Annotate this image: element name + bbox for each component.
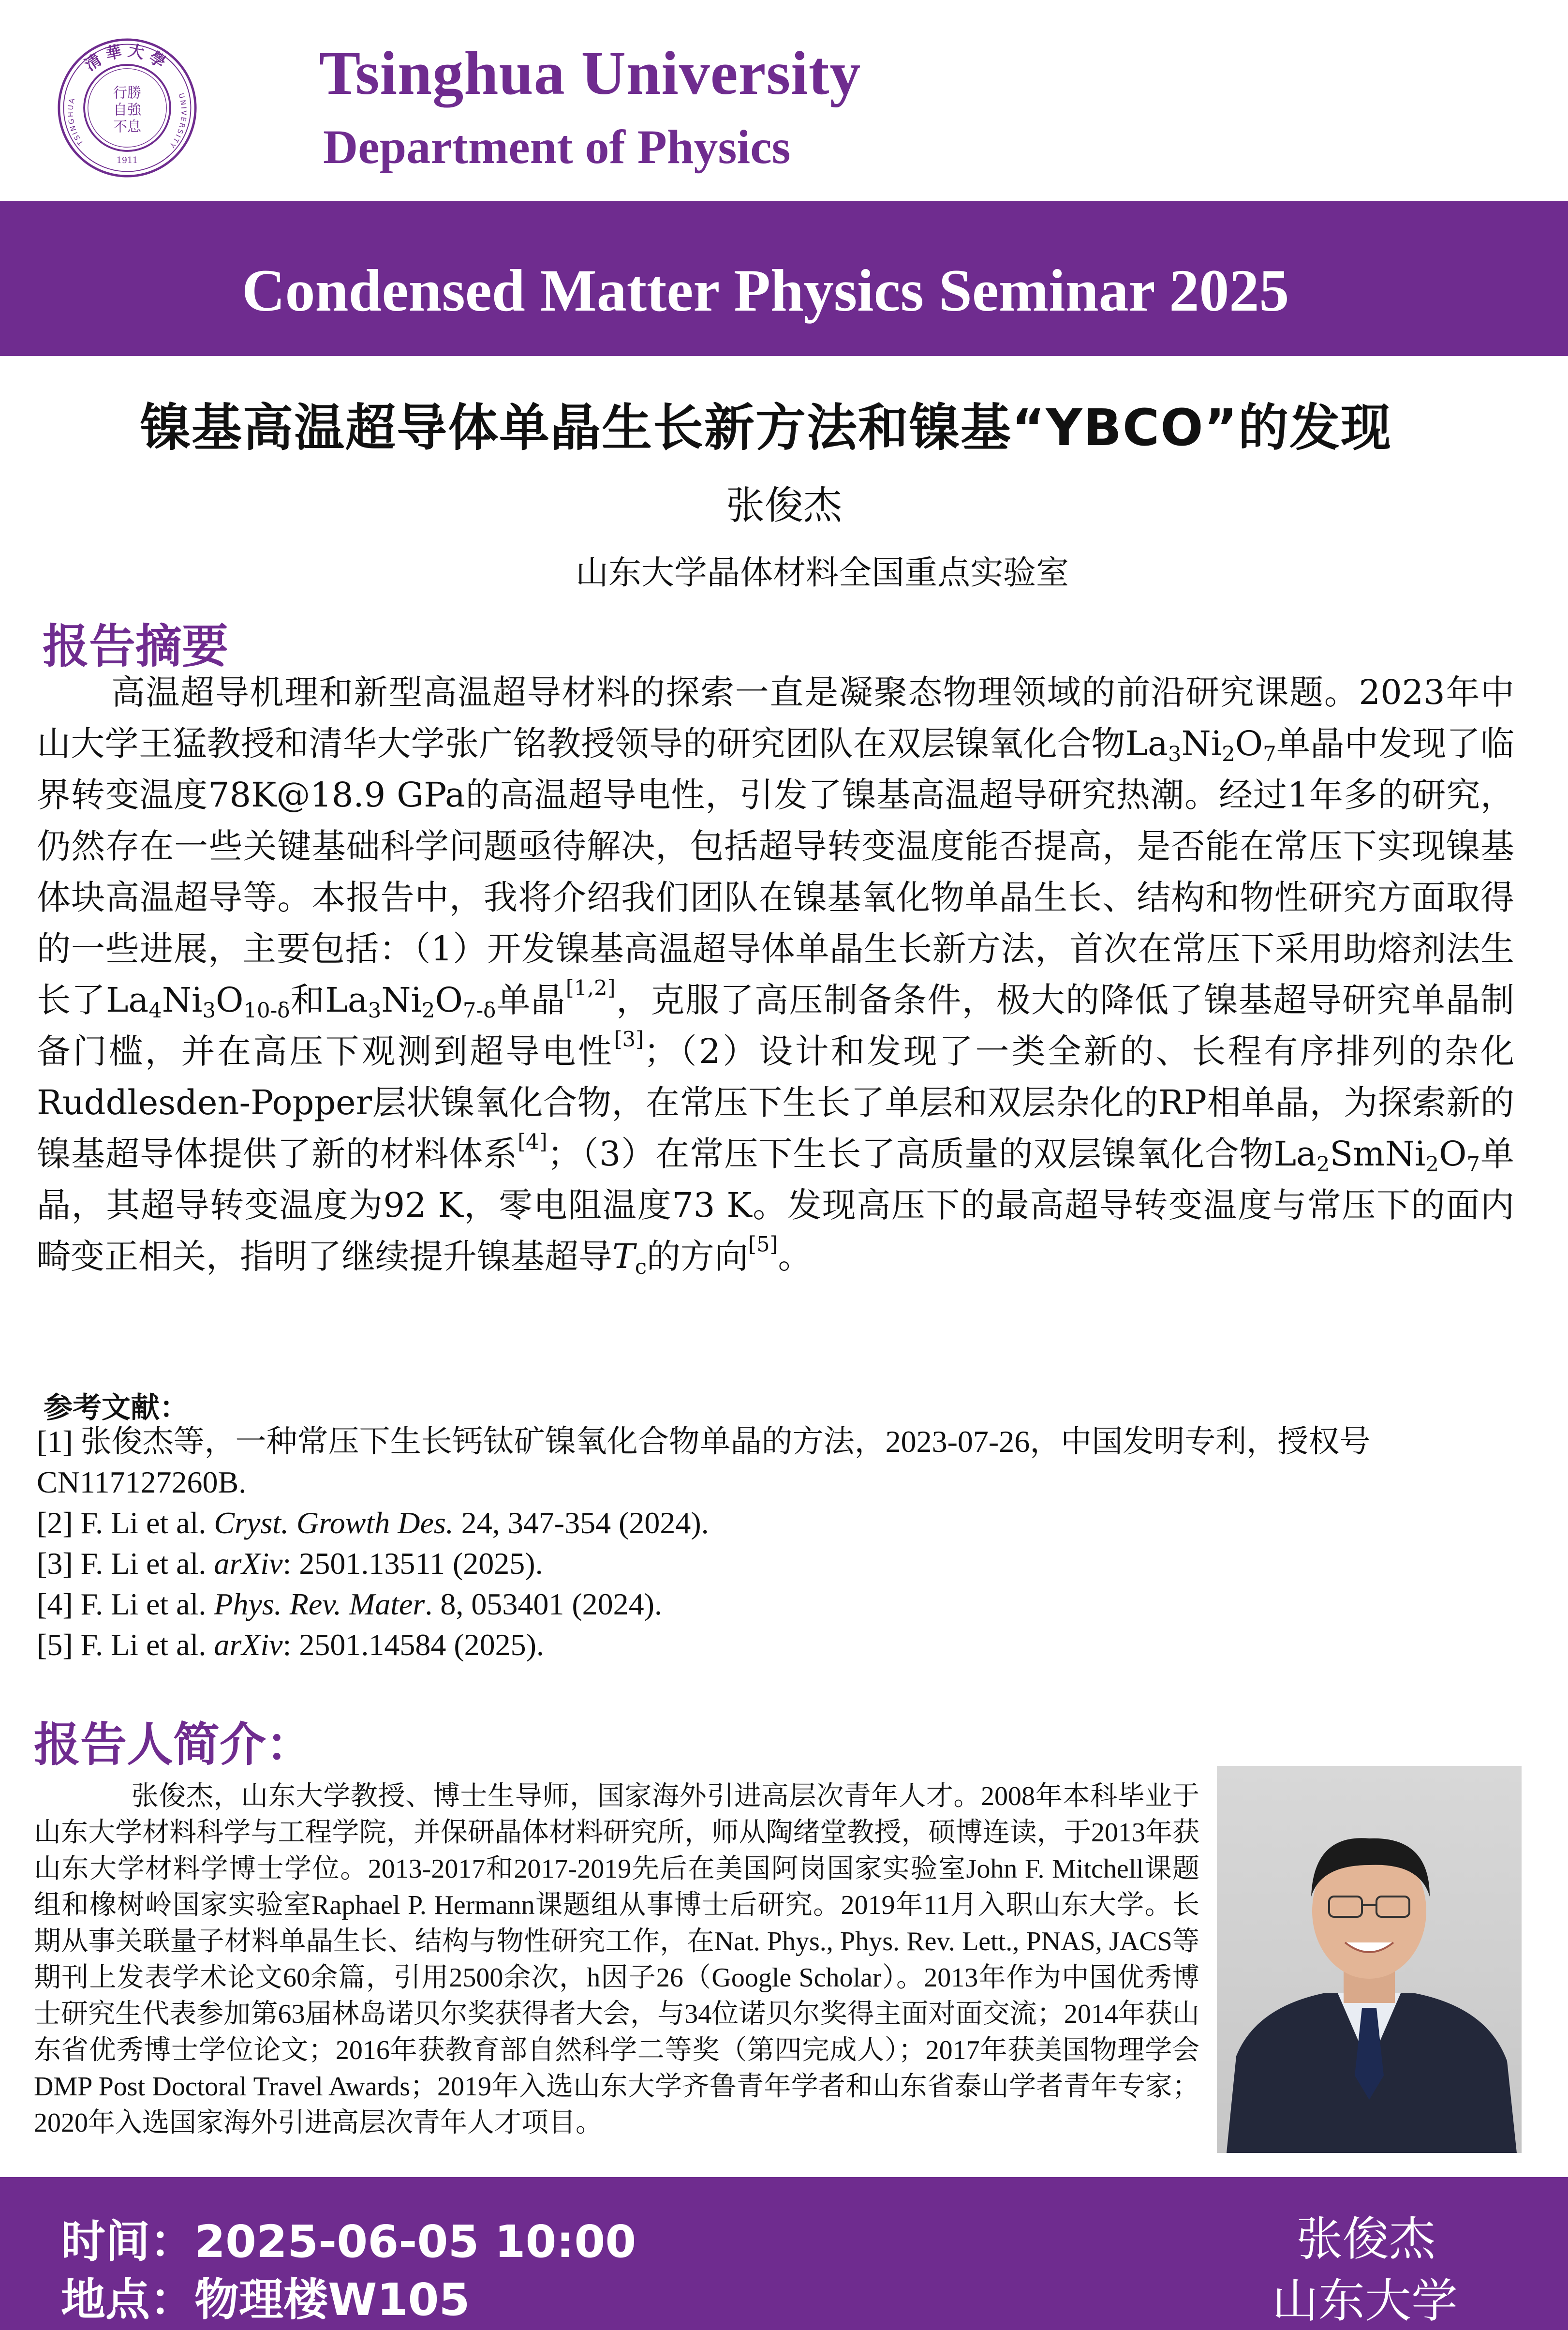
reference-item: [5] F. Li et al. arXiv: 2501.14584 (2025). — [37, 1628, 544, 1662]
svg-text:自強: 自強 — [113, 101, 142, 118]
department-name: Department of Physics — [323, 120, 791, 174]
citation: [4] — [518, 1130, 547, 1154]
reference-item: [1] 张俊杰等，一种常压下生长钙钛矿镍氧化合物单晶的方法，2023-07-26，中国发明专利，授权号CN117127260B. — [37, 1424, 1371, 1499]
event-time: 时间：2025-06-05 10:00 — [61, 2216, 636, 2268]
bio-body: 张俊杰，山东大学教授、博士生导师，国家海外引进高层次青年人才。2008年本科毕业于山东大学材料科学与工程学院，并保研晶体材料研究所，师从陶绪堂教授，硕博连读，于2013年获山东大学材料学博士学位。2013-2017和2017-2019先后在美国阿岗国家实验室John F. Mitchell课题组和橡树岭国家实验室Raphael P. Hermann课题组从事博士后研究。2019年11月入职山东大学。长期从事关联量子材料单晶生长、结构与物性研究工作，在Nat. Phys., Phys. Rev. Lett., PNAS, JACS等期刊上发表学术论文60余篇，引用2500余次，h因子26（Google Scholar）。2013年作为中国优秀博士研究生代表参加第63届林岛诺贝尔奖获得者大会，与34位诺贝尔奖得主面对面交流；2014年获山东省优秀博士学位论文；2016年获教育部自然科学二等奖（第四完成人）；2017年获美国物理学会DMP Post Doctoral Travel Awards；2019年入选山东大学齐鲁青年学者和山东省泰山学者青年专家；2020年入选国家海外引进高层次青年人才项目。 — [34, 1781, 1199, 2138]
bio-heading: 报告人简介： — [34, 1718, 312, 1772]
university-seal-logo — [57, 38, 197, 178]
citation: [1,2] — [565, 976, 616, 1001]
seminar-title: Condensed Matter Physics Seminar 2025 — [242, 257, 1289, 324]
event-location: 地点：物理楼W105 — [61, 2274, 470, 2326]
svg-text:1911: 1911 — [116, 156, 138, 166]
svg-text:UNIVERSITY: UNIVERSITY — [167, 92, 188, 150]
speaker-name: 张俊杰 — [726, 483, 842, 528]
speaker-photo — [1217, 1766, 1522, 2153]
svg-text:TSINGHUA: TSINGHUA — [67, 96, 85, 147]
svg-text:不息: 不息 — [113, 118, 142, 135]
footer-speaker-affiliation: 山东大学 — [1272, 2274, 1458, 2328]
references-heading: 参考文献： — [44, 1391, 189, 1425]
references-list — [37, 1421, 1517, 1665]
reference-item: [2] F. Li et al. Cryst. Growth Des. 24, 347-354 (2024). — [37, 1506, 709, 1540]
university-name: Tsinghua University — [319, 39, 861, 107]
svg-text:清華大學: 清華大學 — [81, 41, 174, 75]
abstract-heading: 报告摘要 — [43, 619, 228, 673]
reference-item: [3] F. Li et al. arXiv: 2501.13511 (2025). — [37, 1546, 543, 1581]
speaker-affiliation: 山东大学晶体材料全国重点实验室 — [575, 554, 1069, 592]
svg-text:行勝: 行勝 — [113, 84, 142, 101]
talk-title: 镍基高温超导体单晶生长新方法和镍基“YBCO”的发现 — [140, 398, 1392, 457]
citation: [3] — [614, 1027, 644, 1052]
reference-item: [4] F. Li et al. Phys. Rev. Mater. 8, 053401 (2024). — [37, 1587, 662, 1621]
footer-speaker-name: 张俊杰 — [1296, 2212, 1435, 2266]
citation: [5] — [748, 1232, 778, 1257]
abstract-body: 高温超导机理和新型高温超导材料的探索一直是凝聚态物理领域的前沿研究课题。2023年中山大学王猛教授和清华大学张广铭教授领导的研究团队在双层镍氧化合物$La_3Ni_2O_7$单晶中发现了临界转变温度78K@18.9 GPa的高温超导电性，引发了镍基高温超导研究热潮。经过1年多的研究，仍然存在一些关键基础科学问题亟待解决，包括超导转变温度能否提高，是否能在常压下实现镍基体块高温超导等。本报告中，我将介绍我们团队在镍基氧化物单晶生长、结构和物性研究方面取得的一些进展，主要包括：（1）开发镍基高温超导体单晶生长新方法，首次在常压下采用助熔剂法生长了$La_4Ni_3O_{10-\delta}$和$La_3Ni_2O_{7-\delta}$单晶[1,2]，克服了高压制备条件，极大的降低了镍基超导研究单晶制备门槛，并在高压下观测到超导电性[3]；（2）设计和发现了一类全新的、长程有序排列的杂化Ruddlesden-Popper层状镍氧化合物，在常压下生长了单层和双层杂化的RP相单晶，为探索新的镍基超导体提供了新的材料体系[4]；（3）在常压下生长了高质量的双层镍氧化合物$La_2SmNi_2O_7$单晶，其超导转变温度为92 K，零电阻温度73 K。发现高压下的最高超导转变温度与常压下的面内畸变正相关，指明了继续提升镍基超导$T_c$的方向[5]。 — [37, 672, 1515, 1280]
